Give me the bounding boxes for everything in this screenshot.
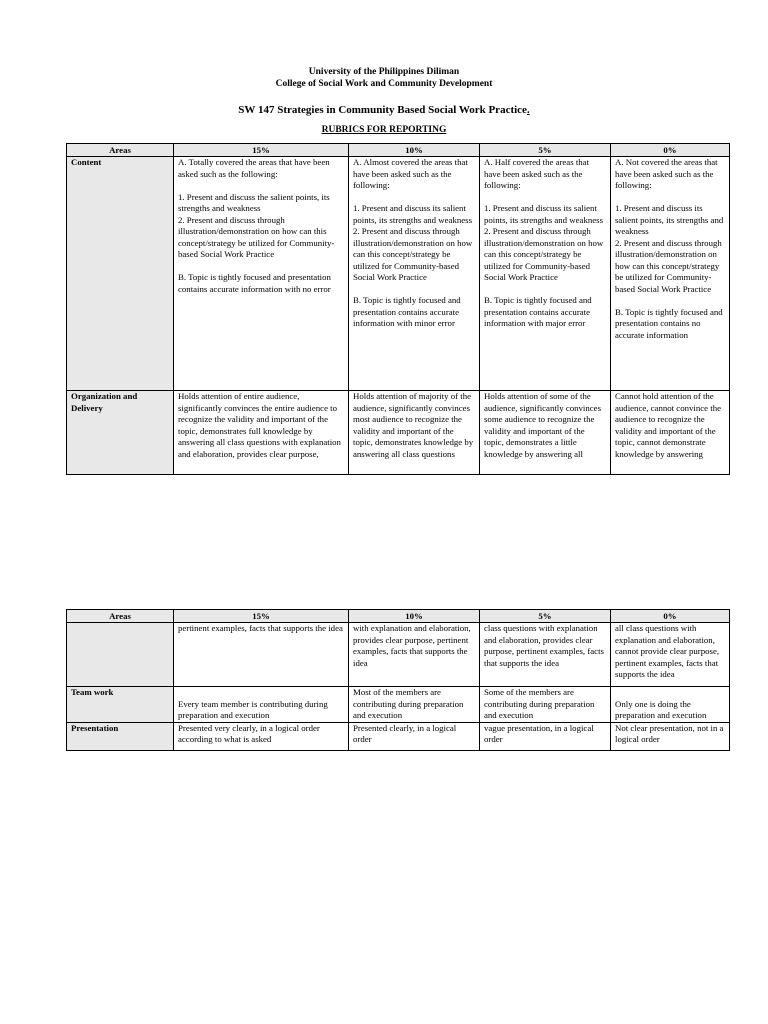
row-label-organization: Organization and Delivery [67, 391, 174, 475]
table-row-organization [67, 391, 730, 475]
table-row-content [67, 157, 730, 391]
teamwork-cell-15: Every team member is contributing during preparation and execution [174, 687, 349, 723]
presentation-cell-10: Presented clearly, in a logical order [349, 722, 480, 750]
college-name: College of Social Work and Community Development [275, 79, 493, 89]
teamwork-cell-0: Only one is doing the preparation and execution [611, 687, 730, 723]
row-label-content: Content [67, 157, 174, 391]
table-row-teamwork [67, 687, 730, 723]
rubric-table-page1 [66, 143, 730, 475]
continued-cell-15: pertinent examples, facts that supports the idea [174, 623, 349, 687]
teamwork-cell-5: Some of the members are contributing during preparation and execution [480, 687, 611, 723]
organization-cell-5: Holds attention of some of the audience, significantly convinces some audience to recognize the validity and important of the topic, demonstrates a little knowledge by answering all [480, 391, 611, 475]
continued-cell-5: class questions with explanation and elaboration, provides clear purpose, pertinent examples, facts that supports the idea [480, 623, 611, 687]
content-cell-10: A. Almost covered the areas that have been asked such as the following: 1. Present and discuss its salient points, its strengths and weakness 2. Present and discuss through illustration/demonstration on how can this concept/strategy be utilized for Community-based Social Work Practice B. Topic is tightly focused and presentation contains accurate information with minor error [349, 157, 480, 391]
col-header-10: 10% [349, 144, 480, 157]
row-label-continued [67, 623, 174, 687]
table-row-organization-continued [67, 623, 730, 687]
rubrics-subtitle: RUBRICS FOR REPORTING [321, 125, 447, 135]
organization-cell-15: Holds attention of entire audience, significantly convinces the entire audience to recognize the validity and important of the topic, demonstrates full knowledge by answering all class questions with explanation and elaboration, provides clear purpose, [174, 391, 349, 475]
col-header-areas: Areas [67, 144, 174, 157]
course-title-text: SW 147 Strategies in Community Based Social Work Practice [238, 104, 527, 116]
row-label-teamwork: Team work [67, 687, 174, 723]
organization-cell-10: Holds attention of majority of the audience, significantly convinces most audience to recognize the validity and important of the topic, demonstrates knowledge by answering all class questions [349, 391, 480, 475]
col-header-0: 0% [611, 610, 730, 623]
table-row-presentation [67, 722, 730, 750]
col-header-15: 15% [174, 144, 349, 157]
col-header-15: 15% [174, 610, 349, 623]
presentation-cell-0: Not clear presentation, not in a logical order [611, 722, 730, 750]
col-header-10: 10% [349, 610, 480, 623]
col-header-5: 5% [480, 610, 611, 623]
organization-cell-0: Cannot hold attention of the audience, cannot convince the audience to recognize the validity and important of the topic, cannot demonstrate knowledge by answering [611, 391, 730, 475]
course-title [0, 103, 768, 117]
col-header-areas: Areas [67, 610, 174, 623]
table-header-row [67, 610, 730, 623]
teamwork-cell-10: Most of the members are contributing during preparation and execution [349, 687, 480, 723]
presentation-cell-15: Presented very clearly, in a logical order according to what is asked [174, 722, 349, 750]
table-header-row [67, 144, 730, 157]
presentation-cell-5: vague presentation, in a logical order [480, 722, 611, 750]
university-name: University of the Philippines Diliman [308, 67, 460, 77]
continued-cell-10: with explanation and elaboration, provides clear purpose, pertinent examples, facts that supports the idea [349, 623, 480, 687]
content-cell-0: A. Not covered the areas that have been asked such as the following: 1. Present and discuss its salient points, its strengths and weakness 2. Present and discuss through illustration/demonstration on how can this concept/strategy be utilized for Community-based Social Work Practice B. Topic is tightly focused and presentation contains no accurate information [611, 157, 730, 391]
continued-cell-0: all class questions with explanation and elaboration, cannot provide clear purpose, pertinent examples, facts that supports the idea [611, 623, 730, 687]
col-header-0: 0% [611, 144, 730, 157]
rubric-table-page2 [66, 609, 730, 751]
course-title-suffix: . [526, 104, 530, 116]
content-cell-5: A. Half covered the areas that have been asked such as the following: 1. Present and discuss its salient points, its strengths and weakness 2. Present and discuss through illustration/demonstration on how can this concept/strategy be utilized for Community-based Social Work Practice B. Topic is tightly focused and presentation contains accurate information with major error [480, 157, 611, 391]
col-header-5: 5% [480, 144, 611, 157]
content-cell-15: A. Totally covered the areas that have been asked such as the following: 1. Present and discuss the salient points, its strengths and weakness 2. Present and discuss through illustration/demonstration on how can this concept/strategy be utilized for Community-based Social Work Practice B. Topic is tightly focused and presentation contains accurate information with no error [174, 157, 349, 391]
row-label-presentation: Presentation [67, 722, 174, 750]
